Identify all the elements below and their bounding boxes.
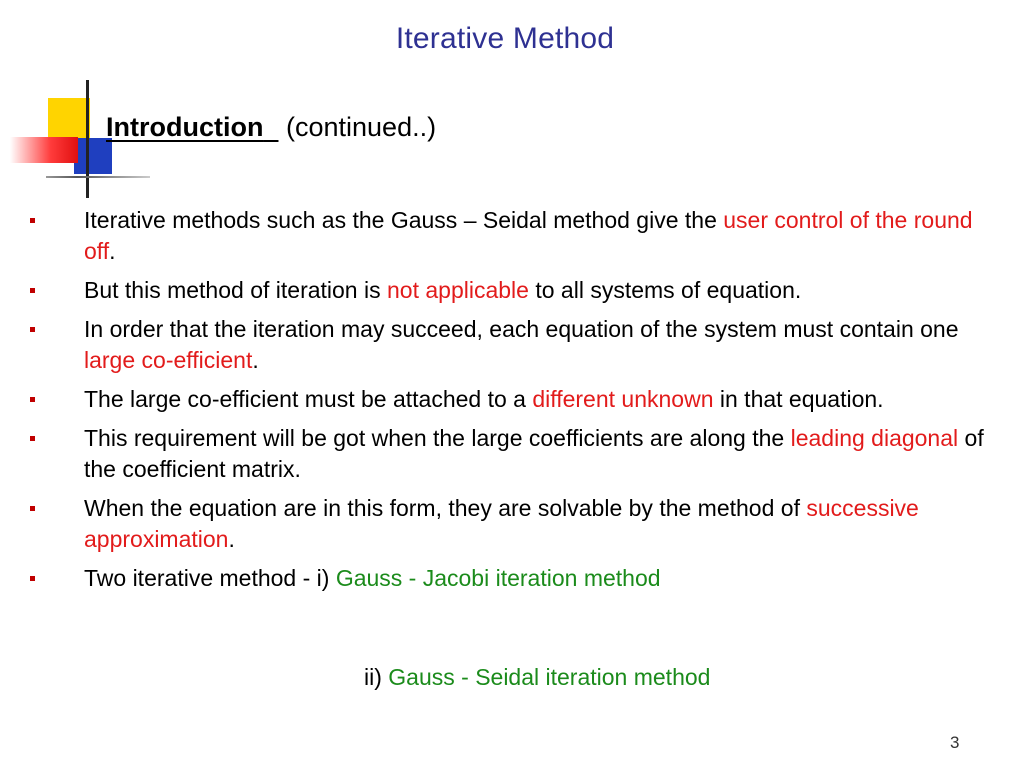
bullet-item (0, 314, 1010, 376)
section-subheading (106, 112, 436, 143)
bullet-text-segment: Iterative methods such as the Gauss – Seidal method give the (84, 207, 724, 233)
bullet-item (0, 493, 1010, 555)
vertical-rule (86, 80, 89, 198)
bullet-text-segment: successive approximation (84, 495, 919, 552)
bullet-marker-icon (30, 327, 35, 332)
bullet-marker-icon (30, 397, 35, 402)
blue-square-shape (74, 138, 112, 174)
subheading-intro: Introduction (106, 112, 264, 142)
bullet-text-segment: different unknown (532, 386, 714, 412)
bullet-marker-icon (30, 288, 35, 293)
bullet-text-segment: in that equation. (713, 386, 884, 412)
bullet-text-segment: When the equation are in this form, they are solvable by the method of (84, 495, 807, 521)
bullet-item (0, 563, 1010, 594)
bullet-text-segment: Two iterative method - i) (84, 565, 336, 591)
bullet-marker-icon (30, 576, 35, 581)
bullet-text-segment: Gauss - Jacobi iteration method (335, 565, 661, 591)
bullet-marker-icon (30, 218, 35, 223)
bullet-text-segment: . (228, 526, 235, 552)
subheading-rest: (continued..) (286, 112, 437, 142)
sub-line-prefix: ii) (364, 664, 389, 690)
bullet-text-segment: user control of the round off (84, 207, 973, 264)
bullet-item (0, 275, 1010, 306)
bullet-text-segment: large co-efficient (84, 347, 253, 373)
page-number: 3 (950, 733, 960, 752)
bullet-item (0, 205, 1010, 267)
bullet-item (0, 423, 1010, 485)
bullet-text-segment: leading diagonal (790, 425, 959, 451)
bullet-text-segment: not applicable (387, 277, 529, 303)
bullet-marker-icon (30, 506, 35, 511)
bullet-item (0, 384, 1010, 415)
subheading-underline-pad (263, 112, 278, 142)
bullet-text-segment: But this method of iteration is (84, 277, 387, 303)
sub-bullet-line (364, 662, 710, 693)
yellow-square-shape (48, 98, 90, 140)
bullet-text-segment: of the coefficient matrix. (84, 425, 984, 482)
bullet-text-segment: . (252, 347, 259, 373)
red-bar-shape (10, 137, 78, 163)
sub-line-highlight: Gauss - Seidal iteration method (388, 664, 711, 690)
slide-title: Iterative Method (395, 22, 615, 55)
bullet-text-segment: In order that the iteration may succeed, each equation of the system must contain one (84, 316, 959, 342)
bullet-text-segment: This requirement will be got when the large coefficients are along the (84, 425, 791, 451)
horizontal-rule (46, 176, 150, 178)
bullet-list (0, 205, 1010, 602)
bullet-text-segment: to all systems of equation. (528, 277, 802, 303)
bullet-text-segment: The large co-efficient must be attached to a (84, 386, 533, 412)
bullet-marker-icon (30, 436, 35, 441)
bullet-text-segment: . (109, 238, 116, 264)
